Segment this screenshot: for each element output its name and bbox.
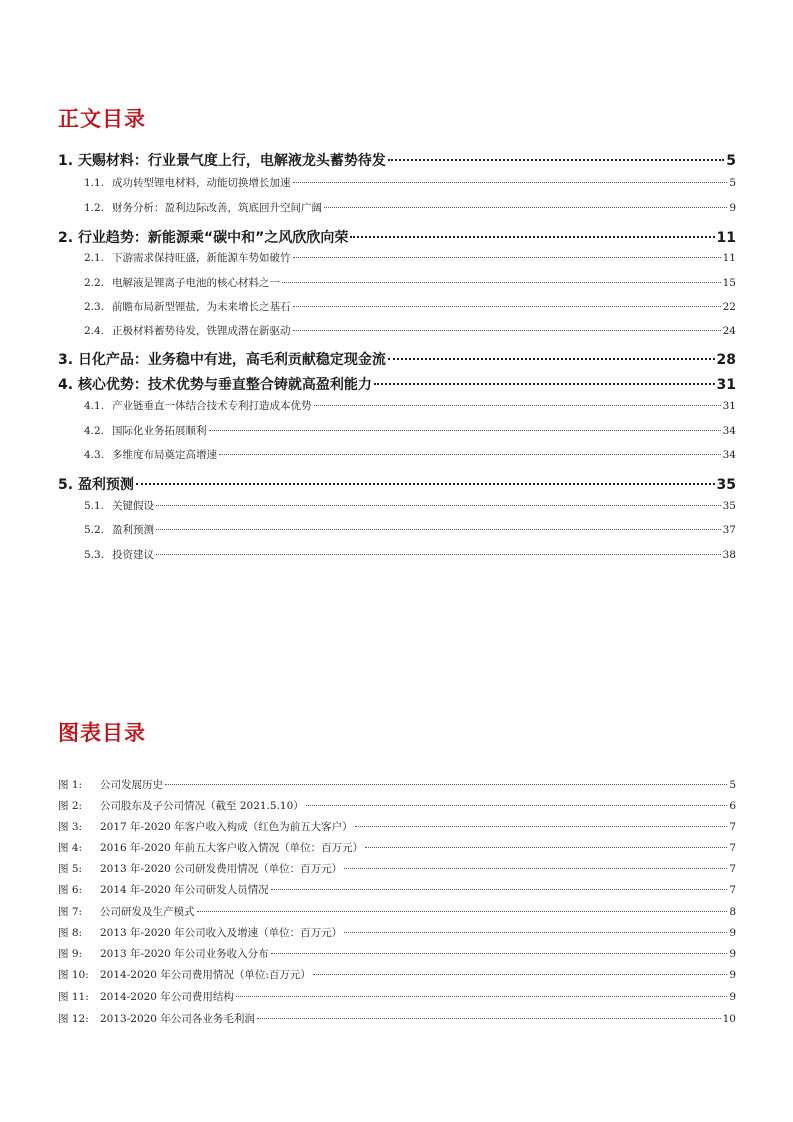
figure-entry-number: 图 4: — [58, 842, 83, 854]
toc-entry-text: 天赐材料：行业景气度上行，电解液龙头蓄势待发 — [77, 153, 386, 169]
leader-dots — [344, 868, 727, 869]
toc-section-entry[interactable] — [84, 275, 736, 290]
toc-entry-number: 5.3. — [84, 549, 105, 561]
toc-section-entry[interactable] — [84, 175, 736, 190]
toc-entry-label — [84, 299, 291, 314]
toc-chapter-entry[interactable] — [58, 374, 736, 394]
toc-entry-page: 38 — [722, 549, 736, 561]
leader-dots — [271, 953, 728, 954]
toc-section-entry[interactable] — [84, 498, 736, 513]
toc-section-entry[interactable] — [84, 547, 736, 562]
figure-entry-page: 7 — [729, 863, 736, 875]
figure-entry-label — [58, 904, 195, 919]
figure-entry-number: 图 1: — [58, 779, 83, 791]
toc-entry-label — [58, 474, 134, 494]
figure-entry-label — [58, 1011, 255, 1026]
figure-list-entry[interactable] — [58, 925, 736, 940]
leader-dots — [236, 996, 727, 997]
leader-dots — [165, 784, 727, 785]
figure-list-entry[interactable] — [58, 1011, 736, 1026]
toc-entry-label — [84, 547, 154, 562]
toc-entry-page: 34 — [722, 449, 736, 461]
toc-entry-label — [84, 398, 312, 413]
figure-entry-page: 9 — [729, 969, 736, 981]
figure-entry-number: 图 7: — [58, 906, 83, 918]
figure-list-entry[interactable] — [58, 989, 736, 1004]
figure-entry-label — [58, 798, 304, 813]
toc-chapter-entry[interactable] — [58, 349, 736, 369]
toc-entry-number: 2.1. — [84, 252, 105, 264]
toc-entry-text: 多维度布局奠定高增速 — [112, 449, 217, 461]
toc-entry-text: 国际化业务拓展顺利 — [112, 425, 207, 437]
toc-entry-label — [58, 349, 386, 369]
toc-entry-page: 11 — [716, 230, 736, 246]
leader-dots — [374, 383, 715, 385]
figure-entry-label — [58, 989, 234, 1004]
toc-entry-text: 盈利预测 — [112, 524, 154, 536]
toc-entry-text: 盈利预测 — [77, 477, 134, 493]
leader-dots — [282, 282, 721, 283]
toc-entry-text: 前瞻布局新型锂盐，为未来增长之基石 — [112, 301, 291, 313]
toc-entry-page: 37 — [722, 524, 736, 536]
figure-list-entry[interactable] — [58, 861, 736, 876]
toc-entry-page: 11 — [722, 252, 736, 264]
toc-title: 正文目录 — [58, 107, 146, 131]
figure-entry-text: 2013 年-2020 年公司业务收入分布 — [100, 948, 269, 960]
figure-entry-number: 图 2: — [58, 800, 83, 812]
toc-entry-label — [84, 323, 291, 338]
toc-entry-text: 产业链垂直一体结合技术专利打造成本优势 — [112, 400, 312, 412]
toc-entry-number: 5. — [58, 477, 74, 493]
toc-section-entry[interactable] — [84, 423, 736, 438]
figure-list-entry[interactable] — [58, 819, 736, 834]
leader-dots — [293, 330, 721, 331]
leader-dots — [365, 847, 727, 848]
toc-entry-label — [58, 227, 348, 247]
toc-entry-text: 核心优势：技术优势与垂直整合铸就高盈利能力 — [77, 377, 372, 393]
leader-dots — [314, 405, 721, 406]
leader-dots — [136, 483, 715, 485]
toc-entry-label — [84, 423, 207, 438]
figure-list-entry[interactable] — [58, 946, 736, 961]
toc-section-entry[interactable] — [84, 522, 736, 537]
toc-entry-number: 3. — [58, 352, 74, 368]
toc-entry-label — [84, 498, 154, 513]
leader-dots — [350, 236, 714, 238]
toc-entry-text: 财务分析：盈利边际改善，筑底回升空间广阔 — [112, 202, 322, 214]
figure-list-entry[interactable] — [58, 882, 736, 897]
figure-entry-text: 2013 年-2020 公司研发费用情况（单位：百万元） — [100, 863, 343, 875]
toc-chapter-entry[interactable] — [58, 474, 736, 494]
toc-entry-label — [58, 374, 372, 394]
toc-entry-label — [58, 150, 386, 170]
toc-section-entry[interactable] — [84, 447, 736, 462]
toc-entry-number: 2.4. — [84, 325, 105, 337]
figure-entry-label — [58, 967, 311, 982]
figure-entry-page: 7 — [729, 821, 736, 833]
figure-entry-text: 公司研发及生产模式 — [100, 906, 195, 918]
figure-entry-page: 9 — [729, 991, 736, 1003]
leader-dots — [257, 1018, 721, 1019]
leader-dots — [156, 554, 721, 555]
toc-entry-text: 下游需求保持旺盛，新能源车势如破竹 — [112, 252, 291, 264]
figure-entry-number: 图 6: — [58, 884, 83, 896]
figure-entry-number: 图 3: — [58, 821, 83, 833]
toc-entry-text: 成功转型锂电材料，动能切换增长加速 — [112, 177, 291, 189]
figure-list-entry[interactable] — [58, 777, 736, 792]
figure-entry-text: 公司股东及子公司情况（截至 2021.5.10） — [100, 800, 304, 812]
toc-entry-page: 35 — [722, 500, 736, 512]
figure-entry-page: 8 — [729, 906, 736, 918]
figure-list-entry[interactable] — [58, 904, 736, 919]
figure-entry-page: 9 — [729, 927, 736, 939]
figure-entry-label — [58, 925, 342, 940]
leader-dots — [355, 826, 728, 827]
toc-entry-number: 4.3. — [84, 449, 105, 461]
toc-entry-page: 5 — [726, 153, 736, 169]
toc-entry-label — [84, 200, 322, 215]
toc-section-entry[interactable] — [84, 398, 736, 413]
figure-entry-number: 图 11: — [58, 991, 89, 1003]
leader-dots — [156, 529, 721, 530]
leader-dots — [197, 911, 728, 912]
figure-entry-page: 9 — [729, 948, 736, 960]
figure-entry-number: 图 8: — [58, 927, 83, 939]
leader-dots — [313, 974, 727, 975]
toc-entry-label — [84, 522, 154, 537]
toc-entry-label — [84, 447, 217, 462]
toc-entry-page: 28 — [716, 352, 736, 368]
toc-entry-page: 9 — [729, 202, 736, 214]
figure-list-entry[interactable] — [58, 798, 736, 813]
toc-chapter-entry[interactable] — [58, 150, 736, 170]
toc-entry-number: 2. — [58, 230, 74, 246]
leader-dots — [219, 454, 721, 455]
toc-chapter-entry[interactable] — [58, 227, 736, 247]
toc-entry-page: 22 — [722, 301, 736, 313]
figure-entry-label — [58, 861, 342, 876]
toc-entry-page: 34 — [722, 425, 736, 437]
toc-entry-text: 投资建议 — [112, 549, 154, 561]
toc-entry-label — [84, 275, 280, 290]
toc-entry-page: 24 — [722, 325, 736, 337]
figure-entry-page: 7 — [729, 884, 736, 896]
figure-entry-text: 2014-2020 年公司费用情况（单位:百万元） — [100, 969, 311, 981]
figure-entry-number: 图 5: — [58, 863, 83, 875]
toc-entry-number: 2.2. — [84, 277, 105, 289]
figure-entry-page: 6 — [729, 800, 736, 812]
leader-dots — [209, 430, 721, 431]
toc-entry-number: 1. — [58, 153, 74, 169]
toc-entry-text: 关键假设 — [112, 500, 154, 512]
figure-entry-label — [58, 882, 269, 897]
leader-dots — [293, 306, 721, 307]
figure-entry-label — [58, 946, 269, 961]
figure-entry-text: 2017 年-2020 年客户收入构成（红色为前五大客户） — [100, 821, 353, 833]
leader-dots — [271, 889, 728, 890]
toc-entry-label — [84, 175, 291, 190]
leader-dots — [156, 505, 721, 506]
leader-dots — [293, 257, 721, 258]
toc-entry-number: 4.1. — [84, 400, 105, 412]
toc-entry-page: 15 — [722, 277, 736, 289]
figure-entry-number: 图 12: — [58, 1013, 89, 1025]
figure-list-entry[interactable] — [58, 967, 736, 982]
toc-section-entry[interactable] — [84, 200, 736, 215]
figure-entry-page: 10 — [722, 1013, 736, 1025]
figure-entry-page: 5 — [729, 779, 736, 791]
toc-section-entry[interactable] — [84, 323, 736, 338]
figure-list-entry[interactable] — [58, 840, 736, 855]
toc-entry-number: 2.3. — [84, 301, 105, 313]
figure-entry-text: 2014-2020 年公司费用结构 — [100, 991, 234, 1003]
figure-entry-text: 公司发展历史 — [100, 779, 163, 791]
figure-entry-text: 2016 年-2020 年前五大客户收入情况（单位：百万元） — [100, 842, 364, 854]
toc-entry-text: 电解液是锂离子电池的核心材料之一 — [112, 277, 280, 289]
toc-entry-text: 行业趋势：新能源乘“碳中和”之风欣欣向荣 — [77, 230, 349, 246]
toc-entry-page: 5 — [729, 177, 736, 189]
toc-entry-text: 正极材料蓄势待发，铁锂成潜在新驱动 — [112, 325, 291, 337]
leader-dots — [388, 358, 715, 360]
leader-dots — [344, 932, 727, 933]
leader-dots — [324, 207, 727, 208]
figure-entry-label — [58, 840, 363, 855]
figure-list-title: 图表目录 — [58, 721, 146, 745]
leader-dots — [293, 182, 728, 183]
figure-entry-text: 2014 年-2020 年公司研发人员情况 — [100, 884, 269, 896]
toc-entry-label — [84, 250, 291, 265]
leader-dots — [388, 159, 724, 161]
figure-entry-label — [58, 777, 163, 792]
figure-entry-text: 2013 年-2020 年公司收入及增速（单位：百万元） — [100, 927, 343, 939]
toc-section-entry[interactable] — [84, 299, 736, 314]
toc-entry-number: 4.2. — [84, 425, 105, 437]
figure-entry-text: 2013-2020 年公司各业务毛利润 — [100, 1013, 255, 1025]
toc-section-entry[interactable] — [84, 250, 736, 265]
toc-entry-number: 1.2. — [84, 202, 105, 214]
toc-entry-number: 1.1. — [84, 177, 105, 189]
toc-entry-text: 日化产品：业务稳中有进，高毛利贡献稳定现金流 — [77, 352, 386, 368]
figure-entry-number: 图 10: — [58, 969, 89, 981]
toc-entry-page: 35 — [716, 477, 736, 493]
toc-entry-page: 31 — [716, 377, 736, 393]
toc-entry-page: 31 — [722, 400, 736, 412]
toc-entry-number: 4. — [58, 377, 74, 393]
toc-entry-number: 5.1. — [84, 500, 105, 512]
toc-entry-number: 5.2. — [84, 524, 105, 536]
figure-entry-number: 图 9: — [58, 948, 83, 960]
figure-entry-page: 7 — [729, 842, 736, 854]
figure-entry-label — [58, 819, 353, 834]
leader-dots — [306, 805, 728, 806]
